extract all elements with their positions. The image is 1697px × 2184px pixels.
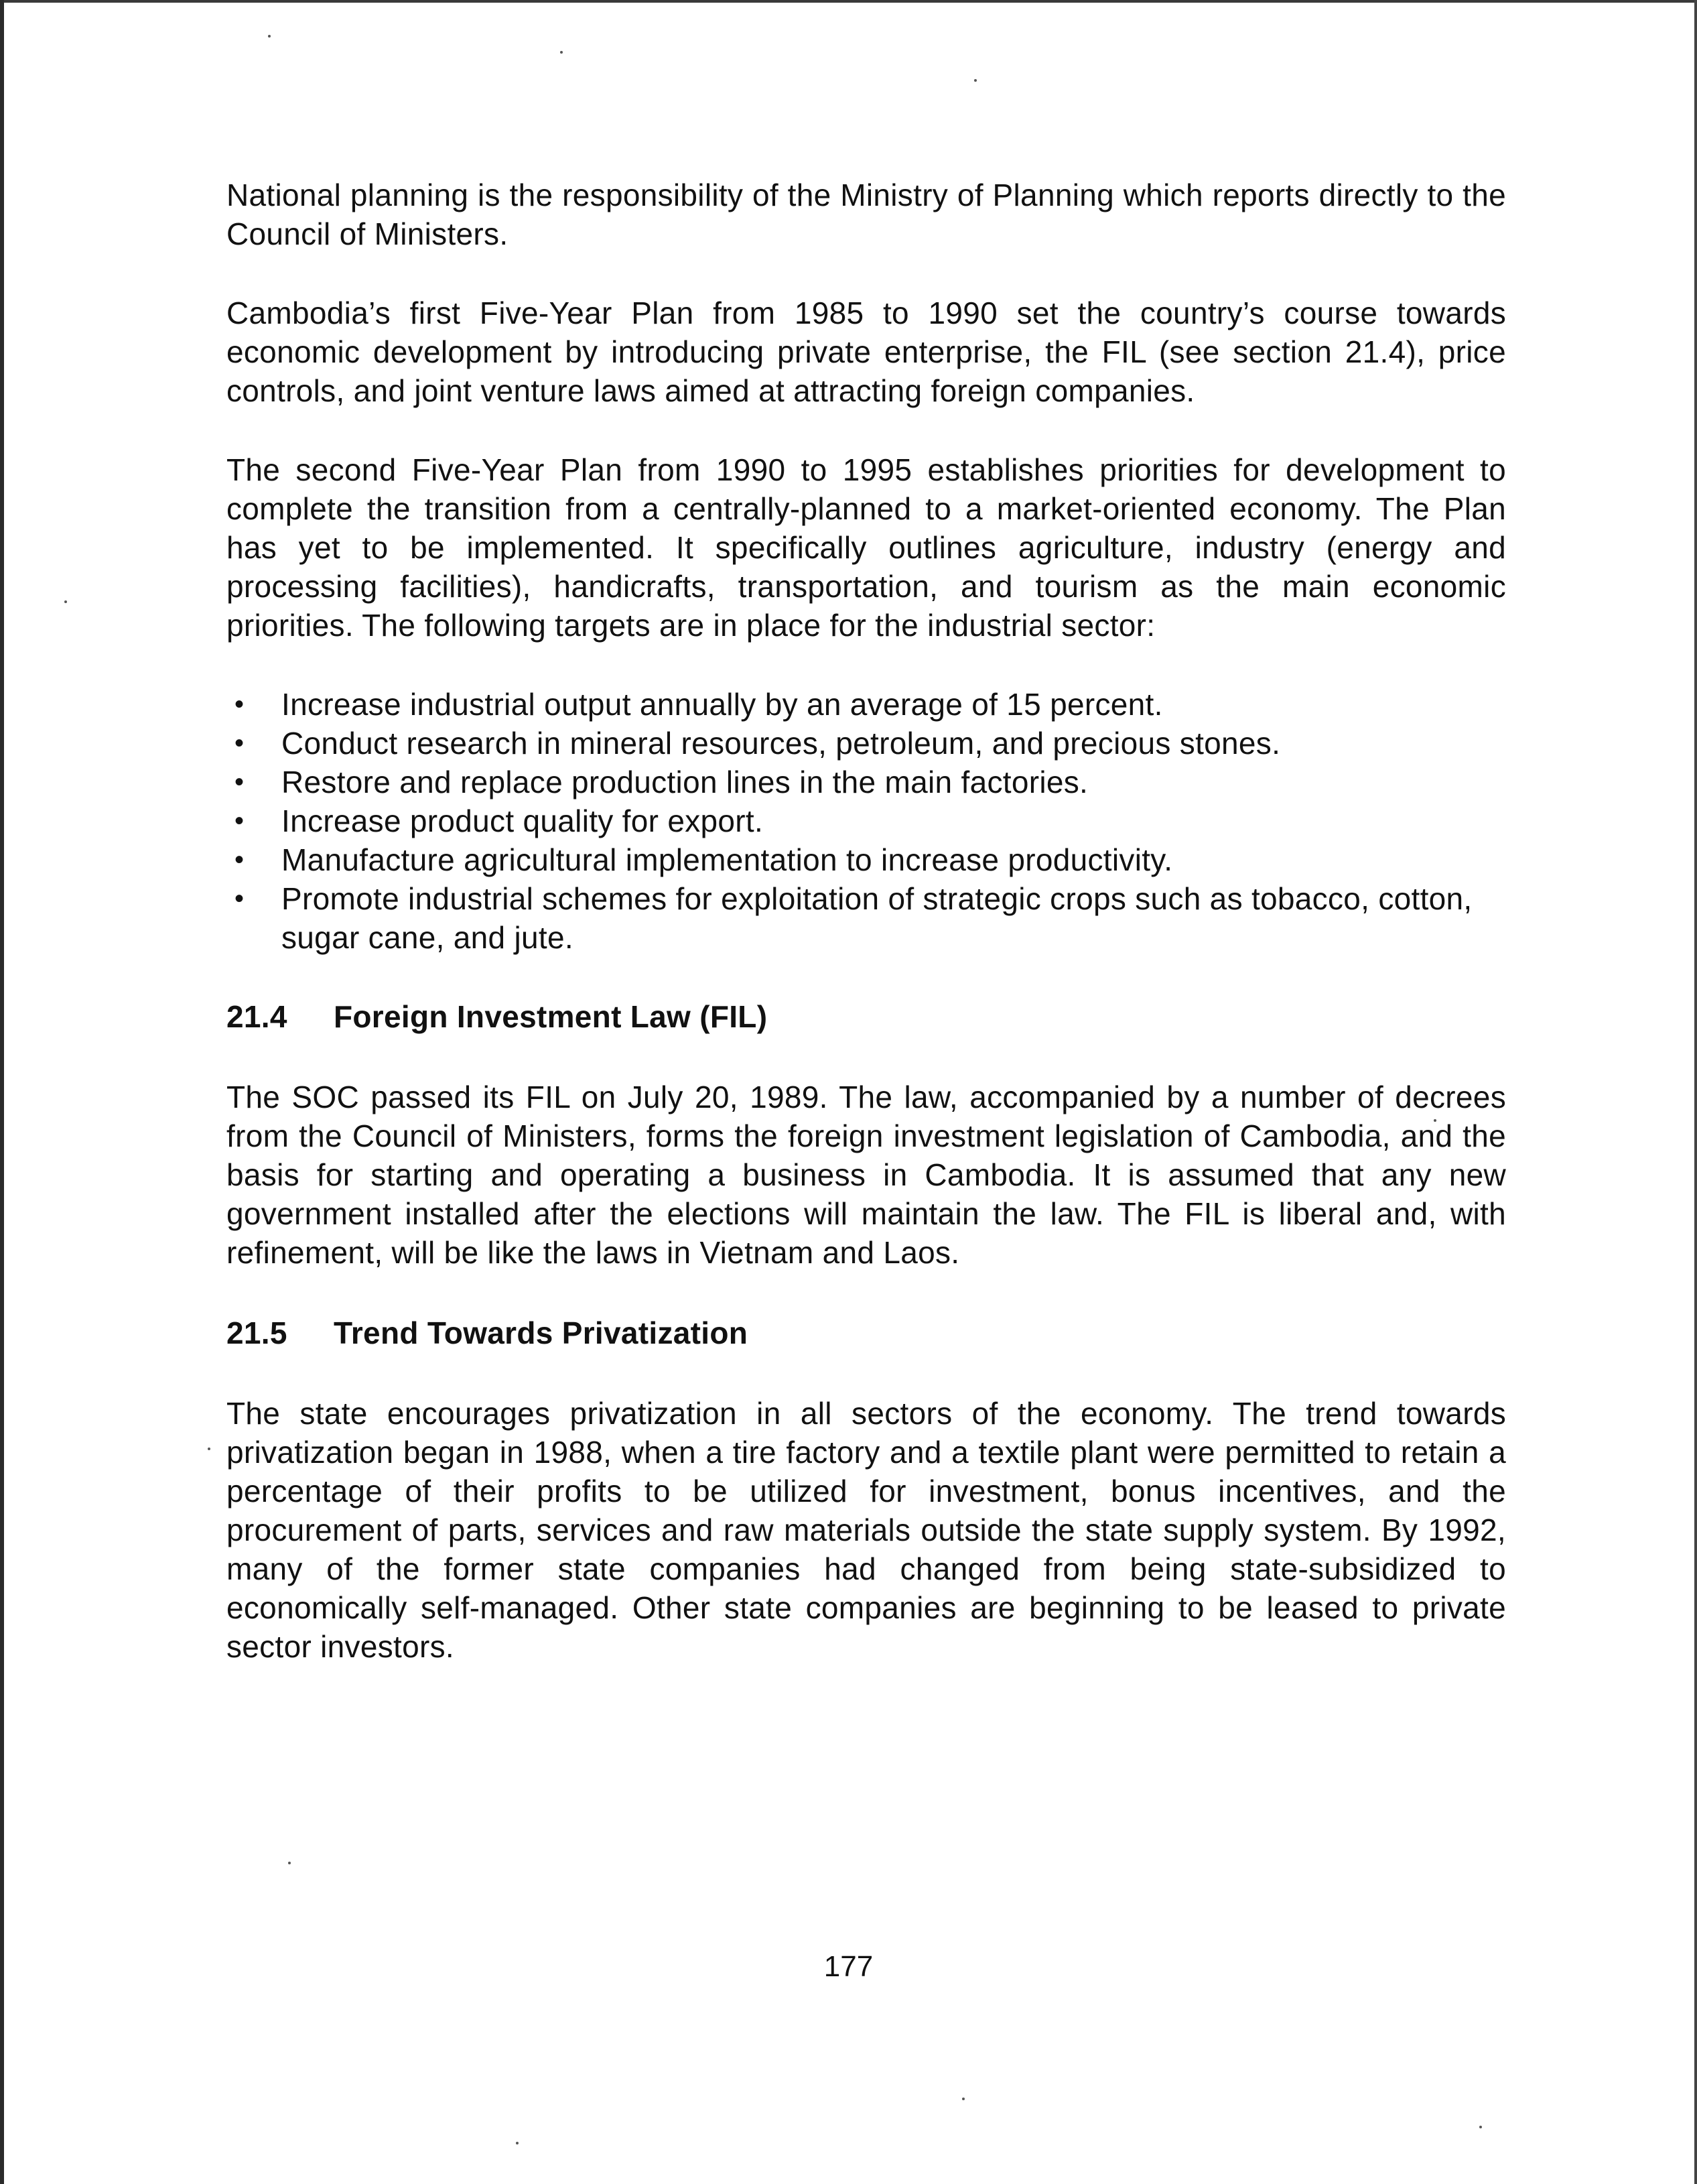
scan-speck xyxy=(268,35,271,38)
list-item-text: Increase industrial output annually by an average of 15 percent. xyxy=(281,687,1163,722)
list-item xyxy=(226,685,1506,724)
bullet-icon: • xyxy=(234,884,245,913)
scan-border-top xyxy=(0,0,1697,3)
page-body xyxy=(226,176,1506,1666)
list-item xyxy=(226,801,1506,840)
paragraph-first-five-year-plan: Cambodia’s first Five-Year Plan from 1985 to 1990 set the country’s course towards economic development by introducing private enterprise, the FIL (see section 21.4), price controls, and joint venture laws aimed at attracting foreign companies. xyxy=(226,296,1506,408)
paragraph-foreign-investment-law: The SOC passed its FIL on July 20, 1989. The law, accompanied by a number of decrees from the Council of Ministers, forms the foreign investment legislation of Cambodia, and the basis for starting and operating a business in Cambodia. It is assumed that any new government installed after the elections will maintain the law. The FIL is liberal and, with refinement, will be like the laws in Vietnam and Laos. xyxy=(226,1080,1506,1270)
bullet-icon: • xyxy=(234,845,245,875)
scan-speck xyxy=(560,51,563,54)
paragraph-second-five-year-plan: The second Five-Year Plan from 1990 to 1995 establishes priorities for development to complete the transition from a centrally-planned to a market-oriented economy. The Plan has yet to be implemented. It specifically outlines agriculture, industry (energy and processing facilities), handicrafts, transportation, and tourism as the main economic priorities. The following targets are in place for the industrial sector: xyxy=(226,452,1506,643)
list-item xyxy=(226,724,1506,763)
section-heading-21-4 xyxy=(226,997,1506,1036)
section-title: Trend Towards Privatization xyxy=(334,1315,748,1350)
scan-speck xyxy=(516,2142,519,2144)
bullet-icon: • xyxy=(234,728,245,758)
section-title: Foreign Investment Law (FIL) xyxy=(334,999,768,1034)
scan-speck xyxy=(64,600,67,603)
list-item xyxy=(226,840,1506,879)
section-number: 21.4 xyxy=(226,999,287,1034)
list-item xyxy=(226,879,1506,957)
paragraph-trend-towards-privatization: The state encourages privatization in all sectors of the economy. The trend towards privatization began in 1988, when a tire factory and a textile plant were permitted to retain a percentage of their profits to be utilized for investment, bonus incentives, and the procurement of parts, services and raw materials outside the state supply system. By 1992, many of the former state companies had changed from being state-subsidized to economically self-managed. Other state companies are beginning to be leased to private sector investors. xyxy=(226,1396,1506,1664)
scan-border-left xyxy=(0,0,4,2184)
page-number: 177 xyxy=(823,1950,874,1983)
list-item-text: Restore and replace production lines in the main factories. xyxy=(281,765,1089,799)
list-item xyxy=(226,763,1506,801)
bullet-icon: • xyxy=(234,767,245,797)
list-item-text: Manufacture agricultural implementation to increase productivity. xyxy=(281,842,1173,877)
scan-speck xyxy=(288,1862,291,1864)
scan-speck xyxy=(1479,2126,1482,2128)
industrial-targets-list xyxy=(226,685,1506,957)
section-heading-21-5 xyxy=(226,1313,1506,1352)
paragraph-national-planning: National planning is the responsibility of the Ministry of Planning which reports directly to the Council of Ministers. xyxy=(226,178,1506,251)
list-item-text: Promote industrial schemes for exploitation of strategic crops such as tobacco, cotton, sugar cane, and jute. xyxy=(281,881,1473,955)
scan-speck xyxy=(962,2098,965,2100)
section-number: 21.5 xyxy=(226,1315,287,1350)
bullet-icon: • xyxy=(234,806,245,836)
bullet-icon: • xyxy=(234,690,245,719)
list-item-text: Conduct research in mineral resources, petroleum, and precious stones. xyxy=(281,726,1281,761)
scan-speck xyxy=(208,1448,210,1450)
scan-speck xyxy=(974,79,977,82)
list-item-text: Increase product quality for export. xyxy=(281,804,764,838)
scan-border-right xyxy=(1694,0,1697,2184)
